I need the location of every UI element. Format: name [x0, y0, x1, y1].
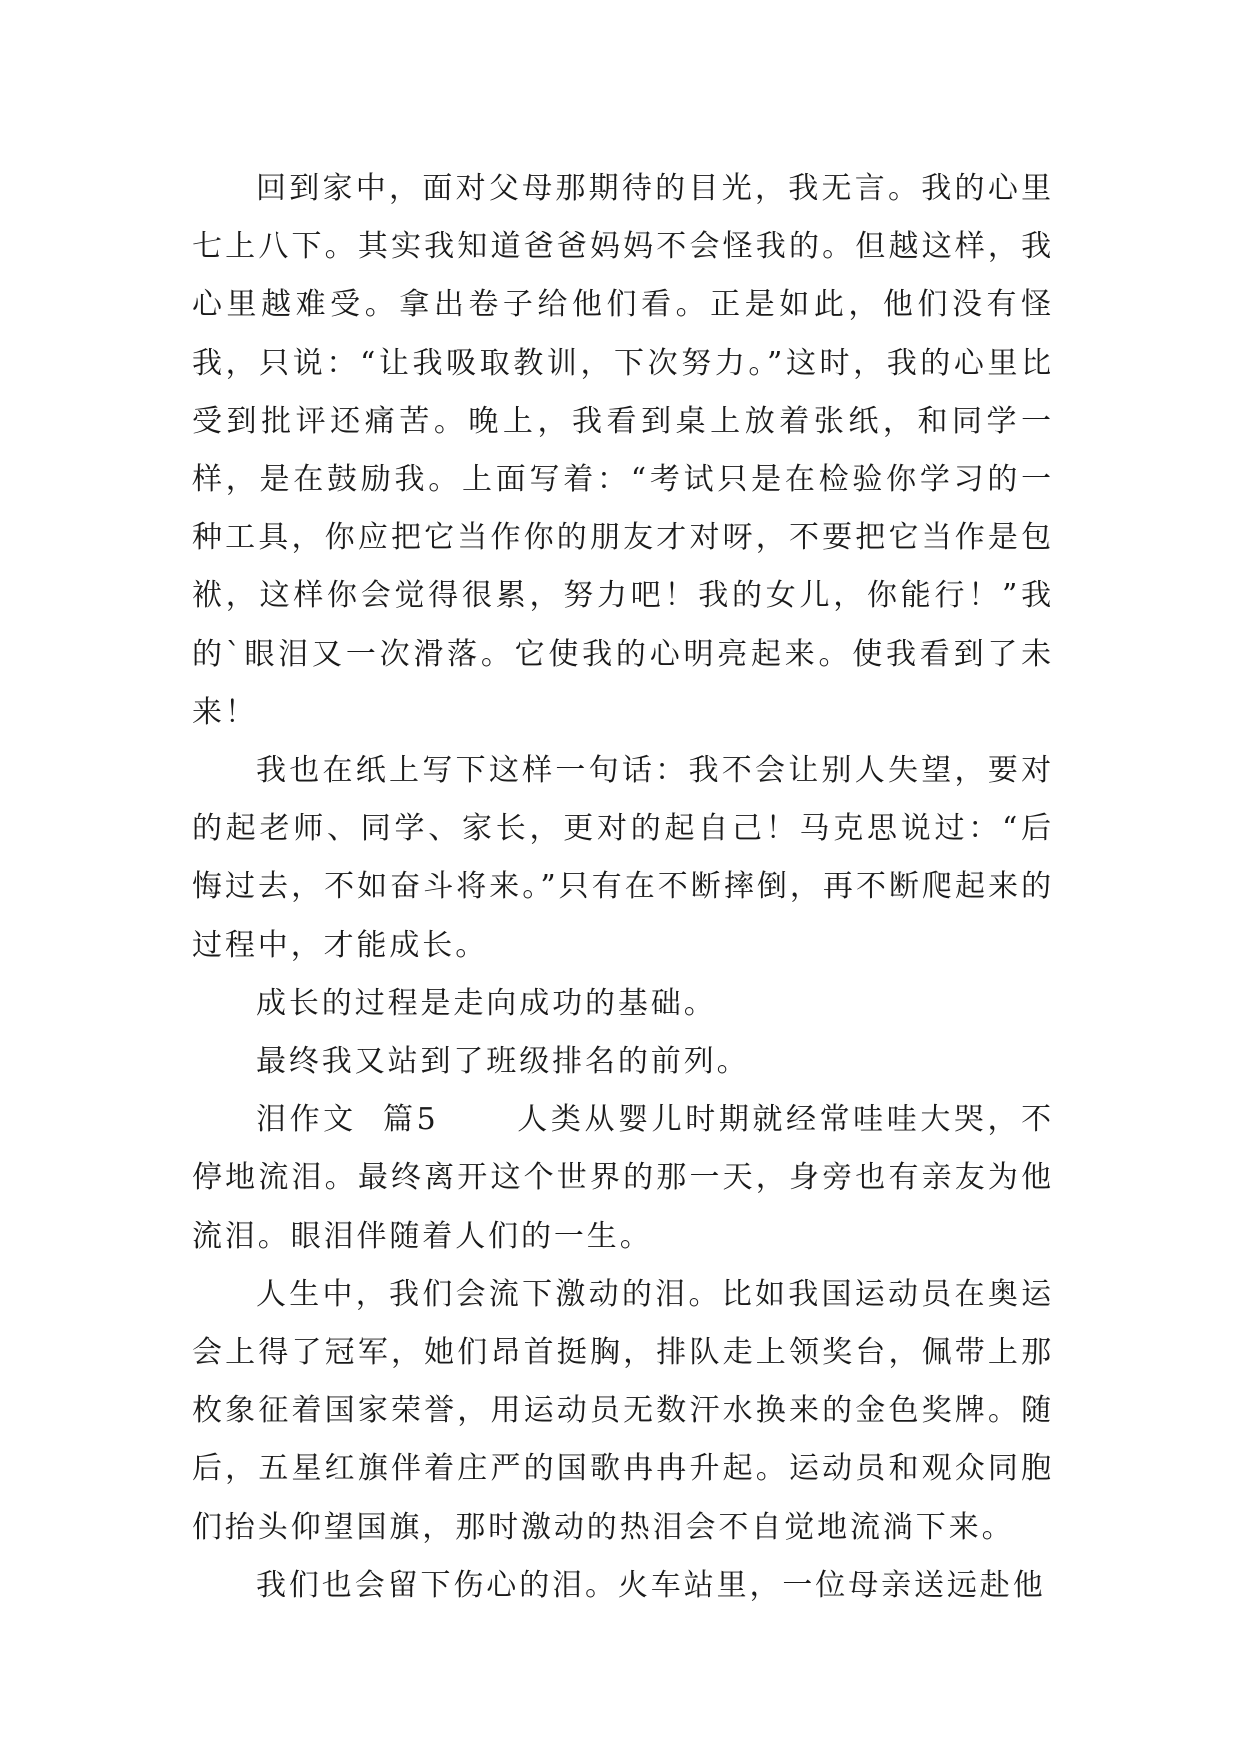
- paragraph-note-to-self: 我也在纸上写下这样一句话：我不会让别人失望，要对的起老师、同学、家长，更对的起自己！马克思说过：“后悔过去，不如奋斗将来。”只有在不断摔倒，再不断爬起来的过程中，才能成长。: [192, 753, 1054, 963]
- paragraph-returning-home: 回到家中，面对父母那期待的目光，我无言。我的心里七上八下。其实我知道爸爸妈妈不会怪我的。但越这样，我心里越难受。拿出卷子给他们看。正是如此，他们没有怪我，只说：“让我吸取教训，下次努力。”这时，我的心里比受到批评还痛苦。晚上，我看到桌上放着张纸，和同学一样，是在鼓励我。上面写着：“考试只是在检验你学习的一种工具，你应把它当作你的朋友才对呀，不要把它当作是包袱，这样你会觉得很累，努力吧！我的女儿，你能行！”我的`眼泪又一次滑落。它使我的心明亮起来。使我看到了未来！: [192, 171, 1054, 730]
- paragraph-essay-5-intro: 泪作文 篇5 人类从婴儿时期就经常哇哇大哭，不停地流泪。最终离开这个世界的那一天，身旁也有亲友为他流泪。眼泪伴随着人们的一生。: [192, 1102, 1054, 1254]
- paragraph-tears-of-joy: 人生中，我们会流下激动的泪。比如我国运动员在奥运会上得了冠军，她们昂首挺胸，排队走上领奖台，佩带上那枚象征着国家荣誉，用运动员无数汗水换来的金色奖牌。随后，五星红旗伴着庄严的国歌冉冉升起。运动员和观众同胞们抬头仰望国旗，那时激动的热泪会不自觉地流淌下来。: [192, 1276, 1054, 1545]
- essay-body: [192, 160, 1054, 1615]
- paragraph-rank-restored: 最终我又站到了班级排名的前列。: [256, 1044, 750, 1080]
- paragraph-growth-foundation: 成长的过程是走向成功的基础。: [256, 985, 717, 1021]
- paragraph-tears-of-sorrow: 我们也会留下伤心的泪。火车站里，一位母亲送远赴他: [256, 1567, 1046, 1603]
